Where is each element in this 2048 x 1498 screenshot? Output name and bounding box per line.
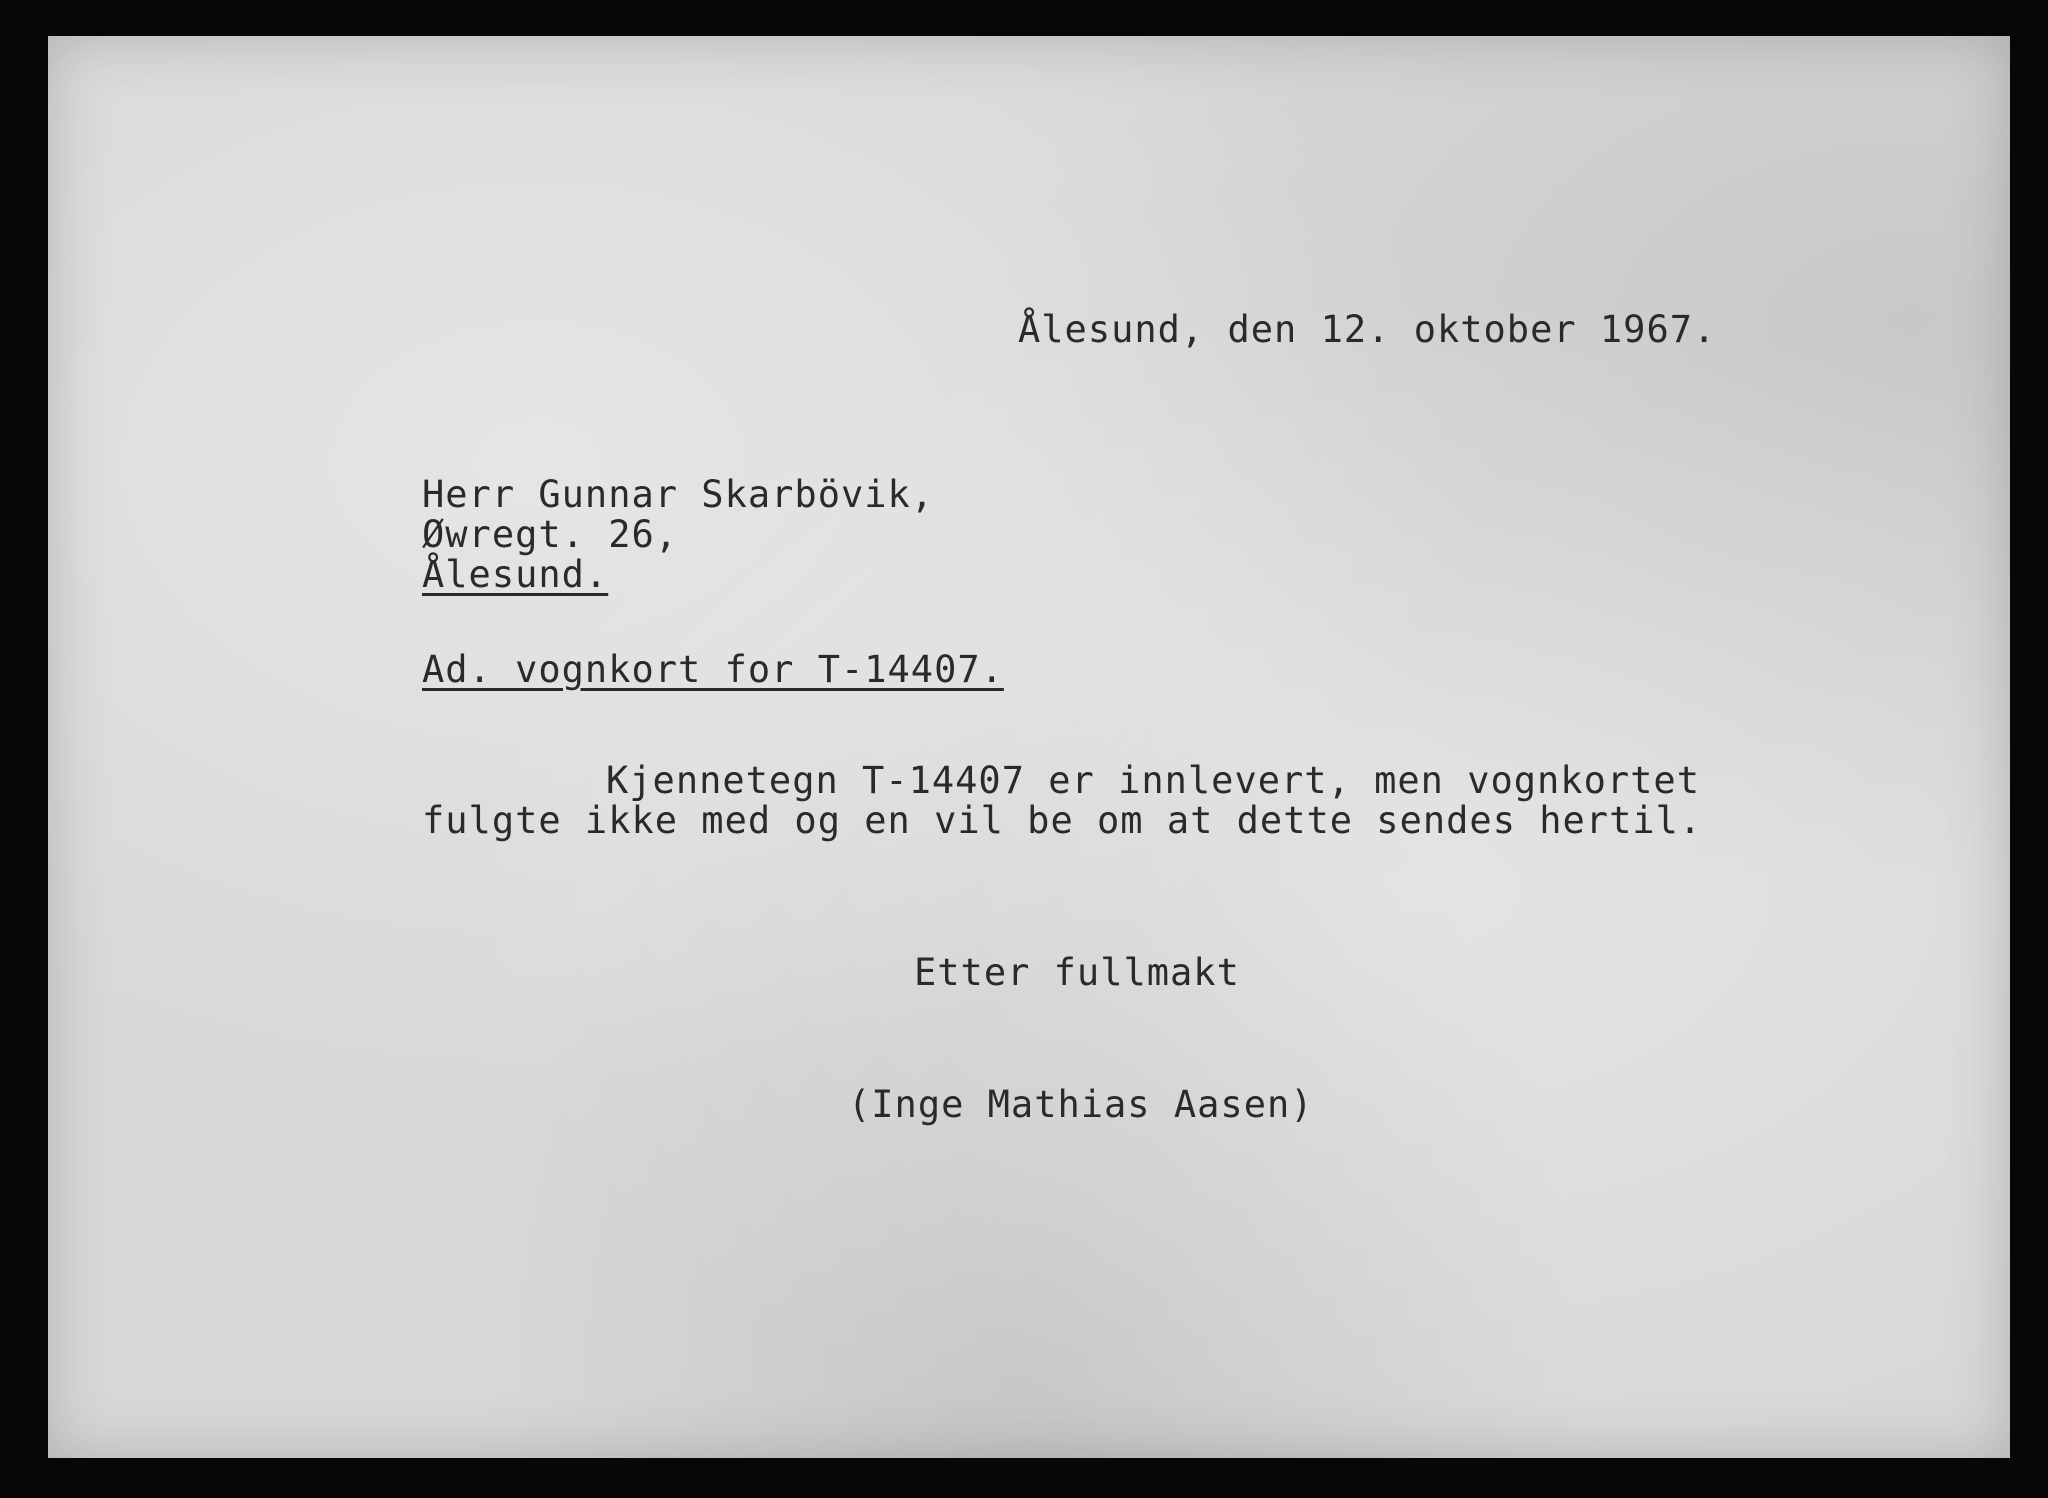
subject-line: Ad. vognkort for T-14407.: [422, 648, 1004, 691]
recipient-street: Øwregt. 26,: [422, 513, 679, 556]
letter-paper: [48, 36, 2010, 1458]
closing: Etter fullmakt: [914, 951, 1240, 994]
recipient-city: Ålesund.: [422, 553, 609, 596]
body-line-1: Kjennetegn T-14407 er innlevert, men vognkortet: [606, 759, 1700, 802]
place-date: Ålesund, den 12. oktober 1967.: [1018, 308, 1717, 351]
recipient-name: Herr Gunnar Skarbövik,: [422, 473, 935, 516]
body-line-2: fulgte ikke med og en vil be om at dette sendes hertil.: [422, 799, 1703, 842]
signature: (Inge Mathias Aasen): [848, 1083, 1314, 1126]
